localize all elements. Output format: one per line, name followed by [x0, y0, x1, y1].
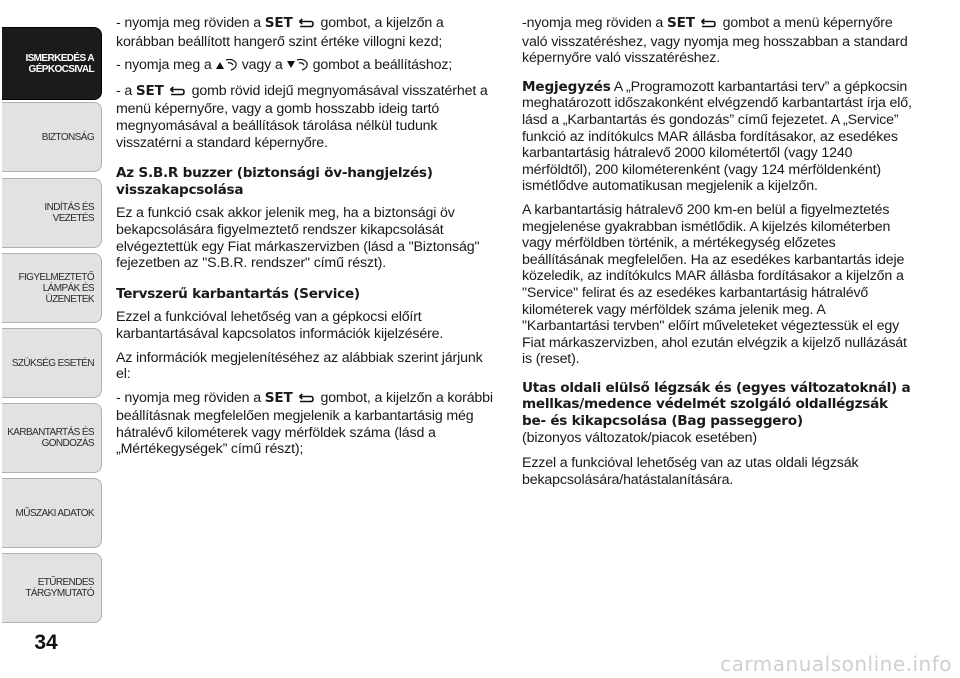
tab-karbantartas[interactable]: KARBANTARTÁS ÉS GONDOZÁS — [2, 403, 102, 473]
paragraph-service-steps: Az információk megjelenítéséhez az alábbiak szerint járjunk el: — [116, 349, 483, 383]
watermark: carmanualsonline.info — [720, 652, 952, 676]
page-number: 34 — [34, 631, 58, 654]
text: gomb rövid idejű megnyomásával visszatérhet a menü képernyőre, vagy a gomb hosszabb ideig tartó megnyomásával a beállítások tárolása nélkül tudunk visszatérni a standard képernyőre. — [116, 82, 488, 151]
return-arrow-icon — [167, 85, 185, 102]
text: gombot, a kijelzőn a korábbi beállításnak megfelelően megjelenik a karbantartásig még hátralévő kilométerek vagy mérföldek száma (lásd a „Mértékegységek” című részt); — [116, 389, 493, 458]
paragraph-sbr: Ez a funkció csak akkor jelenik meg, ha a biztonsági öv bekapcsolására figyelmeztető rendszer kikapcsolását elvégeztettük egy Fiat márkaszervizben (lásd a "Biztonság" fejezetben az "S.B.R. rendszer" című részt). — [116, 205, 480, 272]
tab-szukseg[interactable]: SZÜKSÉG ESETÉN — [2, 328, 102, 398]
paragraph-service-set — [116, 390, 500, 458]
set-keyword: SET — [264, 15, 293, 31]
return-arrow-icon — [296, 17, 314, 34]
right-text-column — [522, 15, 914, 495]
heading-airbag: Utas oldali elülső légzsák és (egyes változatoknál) a mellkas/medence védelmét szolgáló oldallégzsák be- és kikapcsolása (Bag passeggero) — [522, 379, 911, 430]
heading-sbr-buzzer: Az S.B.R buzzer (biztonsági öv-hangjelzés) visszakapcsolása — [116, 165, 433, 198]
text: - nyomja meg röviden a — [116, 389, 261, 406]
paragraph-note — [522, 79, 914, 195]
text: gombot, a kijelzőn a korábban beállított hangerő szint értéke villogni kezd; — [116, 15, 444, 50]
text: gombot a menü képernyőre való visszatéréshez, vagy nyomja meg hosszabban a standard képernyőre való visszatéréshez. — [522, 15, 908, 67]
return-arrow-icon — [698, 17, 716, 34]
chapter-tab-sidebar — [0, 0, 103, 678]
left-text-column — [116, 15, 500, 465]
paragraph-set-volume — [116, 15, 500, 50]
paragraph-service-warning: A karbantartásig hátralevő 200 km-en belül a figyelmeztetés megjelenése gyakrabban ismétlődik. A kijelzés kilométerben vagy mérföldben történik, a mértékegység előzetes beállításának megfelelően. Ha az esedékes karbantartás ideje közeledik, az indítókulcs MAR állásba fordításakor a kijelzőn a "Service" felirat és az esedékes karbantartásig hátralévő kilométerek vagy mérföldek száma jelenik meg. A "Karbantartási tervben" előírt műveleteket végeztessük el egy Fiat márkaszervizben, ahol ezután elvégzik a kijelző nullázását is (reset). — [522, 201, 907, 368]
paragraph-service-intro: Ezzel a funkcióval lehetőség van a gépkocsi előírt karbantartásával kapcsolatos információk kijelzésére. — [116, 309, 444, 342]
paragraph-airbag-versions: (bizonyos változatok/piacok esetében) — [522, 429, 757, 446]
tab-muszaki[interactable]: MŰSZAKI ADATOK — [2, 478, 102, 548]
paragraph-set-menu-return — [522, 15, 914, 67]
text: - nyomja meg röviden a — [116, 15, 261, 31]
down-arrow-button-icon — [286, 58, 310, 76]
tab-biztonsag[interactable]: BIZTONSÁG — [2, 102, 102, 172]
text: vagy a — [241, 57, 283, 74]
tab-figyelmezteto[interactable]: FIGYELMEZTETŐ LÁMPÁK ÉS ÜZENETEK — [2, 253, 102, 323]
text: gombot a beállításhoz; — [312, 57, 453, 74]
tab-targymutato[interactable]: ETŰRENDES TÁRGYMUTATÓ — [2, 553, 102, 623]
set-keyword: SET — [135, 82, 164, 99]
text: - nyomja meg a — [116, 57, 212, 74]
text: -nyomja meg röviden a — [522, 15, 664, 31]
paragraph-adjust — [116, 57, 500, 76]
tab-ismerkedes[interactable]: ISMERKEDÉS A GÉPKOCSIVAL — [2, 27, 102, 100]
paragraph-set-return — [116, 83, 500, 151]
heading-service: Tervszerű karbantartás (Service) — [116, 285, 360, 302]
paragraph-airbag-function: Ezzel a funkcióval lehetőség van az utas oldali légzsák bekapcsolására/hatástalanítására. — [522, 455, 859, 488]
up-arrow-button-icon — [215, 58, 239, 76]
set-keyword: SET — [666, 15, 695, 31]
return-arrow-icon — [296, 392, 314, 409]
set-keyword: SET — [264, 389, 293, 406]
text: - a — [116, 82, 133, 99]
note-keyword: Megjegyzés — [522, 78, 611, 95]
text: A „Programozott karbantartási terv” a gépkocsin meghatározott időszakonként elvégzendő karbantartást írja elő, lásd a „Karbantartás és gondozás” című fejezetet. A „Service” funkció az indítókulcs MAR állásba fordításakor, az esedékes karbantartásig hátralevő 2000 kilométertől (vagy 1240 mérföldtől), 200 kilométerenként (vagy 124 mérföldenként) ismétlődve automatikusan megjelenik a kijelzőn. — [522, 78, 912, 195]
tab-inditas[interactable]: INDÍTÁS ÉS VEZETÉS — [2, 178, 102, 248]
